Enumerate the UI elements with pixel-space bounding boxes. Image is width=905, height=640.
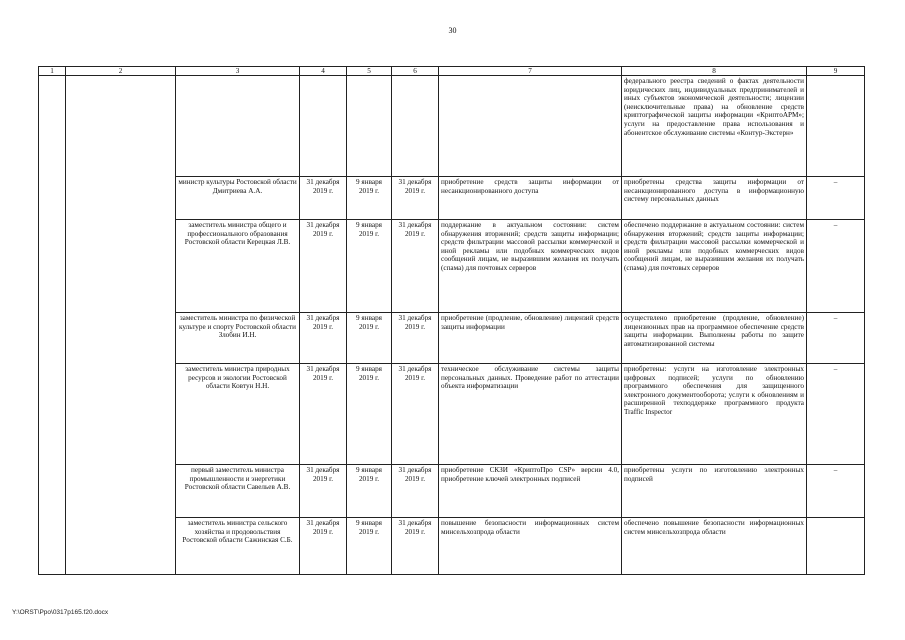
result-cell: приобретены: услуги на изготовление электронных цифровых подписей; услуги по обновлению программного обеспечения для защищенного электронного документооборота; услуги к обновлениям и расширенной техподдержке программного продукта Traffic Inspector bbox=[622, 364, 807, 465]
column-number: 2 bbox=[66, 67, 176, 76]
official-cell: первый заместитель министра промышленности и энергетики Ростовской области Савельев А.В. bbox=[176, 465, 300, 518]
start-date-cell: 9 января 2019 г. bbox=[347, 220, 392, 313]
end-date-cell: 31 декабря 2019 г. bbox=[392, 177, 439, 220]
note-cell bbox=[807, 76, 865, 177]
end-date-cell: 31 декабря 2019 г. bbox=[392, 313, 439, 364]
result-cell: федерального реестра сведений о фактах деятельности юридических лиц, индивидуальных предпринимателей и иных субъектов экономической деятельности; лицензии (неисключительные права) на обновление средств криптографической защиты информации «КриптоАРМ»; услуги на предоставление права использования и абонентское обслуживание системы «Контур-Экстерн» bbox=[622, 76, 807, 177]
note-cell: – bbox=[807, 313, 865, 364]
column-number: 8 bbox=[622, 67, 807, 76]
official-cell: заместитель министра сельского хозяйства и продовольствия Ростовской области Сажинская С.Б. bbox=[176, 518, 300, 575]
start-date-cell: 9 января 2019 г. bbox=[347, 313, 392, 364]
start-date-cell: 9 января 2019 г. bbox=[347, 364, 392, 465]
deadline-cell: 31 декабря 2019 г. bbox=[300, 518, 347, 575]
deadline-cell: 31 декабря 2019 г. bbox=[300, 220, 347, 313]
table-row bbox=[39, 76, 865, 177]
end-date-cell bbox=[392, 76, 439, 177]
result-cell: приобретены средства защиты информации от несанкционированного доступа в информационную систему персональных данных bbox=[622, 177, 807, 220]
result-cell: обеспечено поддержание в актуальном состоянии: систем обнаружения вторжений; средств защиты информации; средств фильтрации массовой рассылки коммерческой и иной рекламы или подобных коммерческих видов сообщений лицам, не выразившим желания их получать (спама) для почтовых серверов bbox=[622, 220, 807, 313]
result-cell: осуществлено приобретение (продление, обновление) лицензионных прав на программное обеспечение средств защиты информации. Выполнены работы по защите автоматизированной системы bbox=[622, 313, 807, 364]
note-cell: – bbox=[807, 177, 865, 220]
note-cell: – bbox=[807, 364, 865, 465]
deadline-cell: 31 декабря 2019 г. bbox=[300, 313, 347, 364]
column-number: 4 bbox=[300, 67, 347, 76]
deadline-cell: 31 декабря 2019 г. bbox=[300, 465, 347, 518]
start-date-cell bbox=[347, 76, 392, 177]
end-date-cell: 31 декабря 2019 г. bbox=[392, 518, 439, 575]
report-table bbox=[38, 66, 865, 575]
start-date-cell: 9 января 2019 г. bbox=[347, 465, 392, 518]
deadline-cell: 31 декабря 2019 г. bbox=[300, 364, 347, 465]
column-number: 9 bbox=[807, 67, 865, 76]
planned-measure-cell: приобретение (продление, обновление) лицензий средств защиты информации bbox=[439, 313, 622, 364]
start-date-cell: 9 января 2019 г. bbox=[347, 177, 392, 220]
result-cell: приобретены услуги по изготовлению электронных подписей bbox=[622, 465, 807, 518]
result-cell: обеспечено повышение безопасности информационных систем минсельхозпрода области bbox=[622, 518, 807, 575]
merged-cell-col1 bbox=[39, 76, 66, 575]
column-number: 7 bbox=[439, 67, 622, 76]
page-number: 30 bbox=[448, 26, 457, 35]
official-cell: заместитель министра по физической культуре и спорту Ростовской области Злобин И.Н. bbox=[176, 313, 300, 364]
merged-cell-col2 bbox=[66, 76, 176, 575]
column-number: 1 bbox=[39, 67, 66, 76]
planned-measure-cell: повышение безопасности информационных систем минсельхозпрода области bbox=[439, 518, 622, 575]
column-number: 5 bbox=[347, 67, 392, 76]
end-date-cell: 31 декабря 2019 г. bbox=[392, 465, 439, 518]
deadline-cell bbox=[300, 76, 347, 177]
end-date-cell: 31 декабря 2019 г. bbox=[392, 220, 439, 313]
deadline-cell: 31 декабря 2019 г. bbox=[300, 177, 347, 220]
file-path-footer: Y:\ORST\Ppo\0317p165.f20.docx bbox=[12, 609, 109, 616]
end-date-cell: 31 декабря 2019 г. bbox=[392, 364, 439, 465]
official-cell: заместитель министра природных ресурсов и экологии Ростовской области Ковтун Н.Н. bbox=[176, 364, 300, 465]
official-cell: заместитель министра общего и профессионального образования Ростовской области Керецкая Л.В. bbox=[176, 220, 300, 313]
column-number: 3 bbox=[176, 67, 300, 76]
planned-measure-cell: техническое обслуживание системы защиты персональных данных. Проведение работ по аттестации объекта информатизации bbox=[439, 364, 622, 465]
planned-measure-cell bbox=[439, 76, 622, 177]
official-cell: министр культуры Ростовской области Дмитриева А.А. bbox=[176, 177, 300, 220]
official-cell bbox=[176, 76, 300, 177]
column-number-row bbox=[39, 67, 865, 76]
note-cell: – bbox=[807, 465, 865, 518]
start-date-cell: 9 января 2019 г. bbox=[347, 518, 392, 575]
planned-measure-cell: приобретение СКЗИ «КриптоПро CSP» версии 4.0, приобретение ключей электронных подписей bbox=[439, 465, 622, 518]
column-number: 6 bbox=[392, 67, 439, 76]
note-cell: – bbox=[807, 220, 865, 313]
planned-measure-cell: приобретение средств защиты информации от несанкционированного доступа bbox=[439, 177, 622, 220]
note-cell bbox=[807, 518, 865, 575]
planned-measure-cell: поддержание в актуальном состоянии: систем обнаружения вторжений; средств защиты информации; средств фильтрации массовой рассылки коммерческой и иной рекламы или подобных коммерческих видов сообщений лицам, не выразившим желания их получать (спама) для почтовых серверов bbox=[439, 220, 622, 313]
